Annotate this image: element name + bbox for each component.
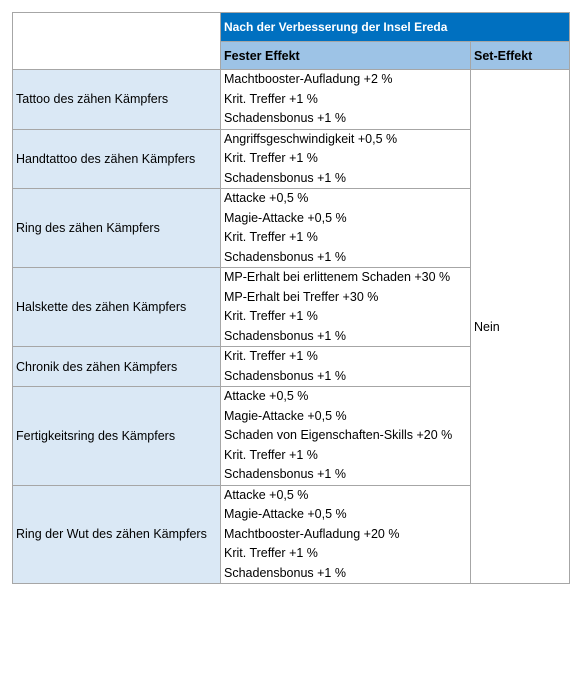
effect-line: Krit. Treffer +1 %	[224, 349, 318, 363]
effect-line: Attacke +0,5 %	[224, 191, 309, 205]
effect-line: Schadensbonus +1 %	[224, 467, 346, 481]
effect-line: Magie-Attacke +0,5 %	[224, 210, 347, 225]
header-row	[13, 13, 570, 42]
effect-line: MP-Erhalt bei Treffer +30 %	[224, 289, 379, 304]
item-name-cell: Ring des zähen Kämpfers	[13, 189, 221, 268]
table-title: Nach der Verbesserung der Insel Ereda	[221, 13, 570, 42]
effect-line: Schadensbonus +1 %	[224, 328, 346, 343]
item-name-cell: Fertigkeitsring des Kämpfers	[13, 387, 221, 486]
effect-line: Schaden von Eigenschaften-Skills +20 %	[224, 428, 453, 442]
item-name-cell: Handtattoo des zähen Kämpfers	[13, 129, 221, 189]
item-name-cell: Chronik des zähen Kämpfers	[13, 347, 221, 387]
corner-cell	[13, 13, 221, 70]
effect-line: MP-Erhalt bei erlittenem Schaden +30 %	[224, 270, 451, 284]
effect-line: Attacke +0,5 %	[224, 389, 309, 403]
effect-line: Schadensbonus +1 %	[224, 170, 346, 185]
equipment-table	[12, 12, 570, 584]
fixed-effects-cell	[221, 387, 471, 486]
column-header-set: Set-Effekt	[471, 42, 570, 70]
effect-line: Schadensbonus +1 %	[224, 368, 346, 383]
fixed-effects-cell	[221, 347, 471, 387]
fixed-effects-cell	[221, 485, 471, 584]
item-name-cell: Ring der Wut des zähen Kämpfers	[13, 485, 221, 584]
effect-line: Magie-Attacke +0,5 %	[224, 507, 347, 521]
set-effect-cell: Nein	[471, 70, 570, 584]
effect-line: Machtbooster-Aufladung +2 %	[224, 72, 393, 86]
effect-line: Angriffsgeschwindigkeit +0,5 %	[224, 131, 398, 146]
effect-line: Magie-Attacke +0,5 %	[224, 408, 347, 423]
effect-line: Schadensbonus +1 %	[224, 111, 346, 125]
item-name-cell: Tattoo des zähen Kämpfers	[13, 70, 221, 130]
effect-line: Schadensbonus +1 %	[224, 565, 346, 580]
effect-line: Krit. Treffer +1 %	[224, 230, 318, 244]
column-header-fixed: Fester Effekt	[221, 42, 471, 70]
item-name-cell: Halskette des zähen Kämpfers	[13, 268, 221, 347]
effect-line: Krit. Treffer +1 %	[224, 546, 318, 560]
effect-line: Machtbooster-Aufladung +20 %	[224, 526, 400, 541]
fixed-effects-cell	[221, 70, 471, 130]
effect-line: Krit. Treffer +1 %	[224, 309, 318, 323]
fixed-effects-cell	[221, 189, 471, 268]
effect-line: Krit. Treffer +1 %	[224, 447, 318, 462]
table-row	[13, 70, 570, 130]
effect-line: Schadensbonus +1 %	[224, 249, 346, 264]
effect-line: Krit. Treffer +1 %	[224, 151, 318, 165]
fixed-effects-cell	[221, 268, 471, 347]
effect-line: Krit. Treffer +1 %	[224, 91, 318, 106]
effect-line: Attacke +0,5 %	[224, 487, 309, 502]
fixed-effects-cell	[221, 129, 471, 189]
